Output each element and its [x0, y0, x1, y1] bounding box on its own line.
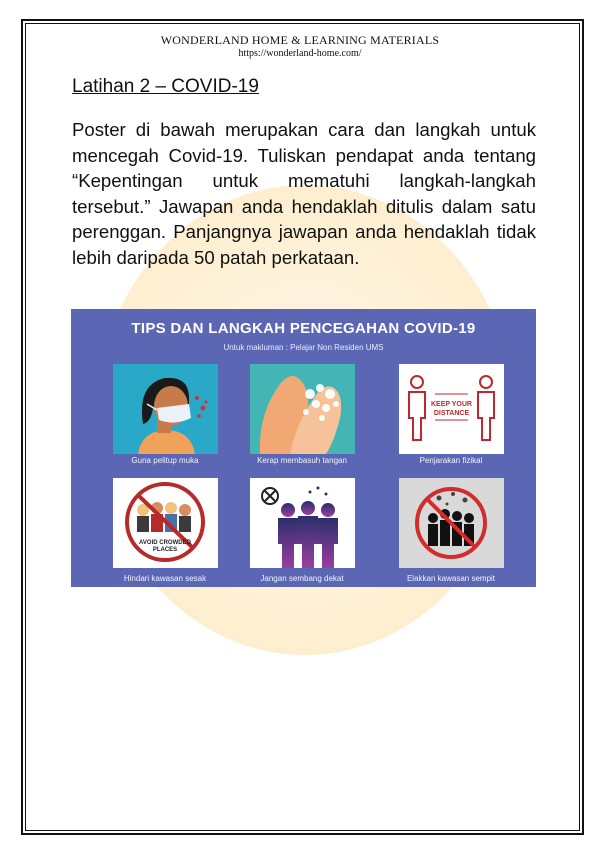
svg-text:PLACES: PLACES — [152, 547, 178, 553]
exercise-instructions: Poster di bawah merupakan cara dan langkah untuk mencegah Covid-19. Tuliskan pendapat anda tentang “Kepentingan untuk mematuhi langkah-langkah tersebut.” Jawapan anda hendaklah ditulis dalam satu perenggan. Panjangnya jawapan anda hendaklah tidak lebih daripada 50 patah perkataan. — [72, 119, 536, 268]
header-org: WONDERLAND HOME & LEARNING MATERIALS — [160, 33, 440, 47]
tip-caption-1: Guna pelitup muka — [131, 456, 199, 465]
svg-text:AVOID CROWDED: AVOID CROWDED — [139, 540, 191, 546]
poster-title: TIPS DAN LANGKAH PENCEGAHAN COVID-19 — [131, 320, 476, 337]
physical-distance-icon — [399, 364, 504, 454]
tip-caption-3: Penjarakan fizikal — [419, 456, 483, 465]
covid-poster — [71, 309, 536, 587]
svg-text:DISTANCE: DISTANCE — [433, 410, 470, 417]
no-confined-space-icon — [399, 478, 504, 568]
exercise-title: Latihan 2 – COVID-19 — [72, 76, 259, 97]
tip-caption-6: Elakkan kawasan sempit — [406, 574, 496, 583]
tip-caption-5: Jangan sembang dekat — [260, 574, 344, 583]
header-url[interactable]: https://wonderland-home.com/ — [238, 48, 362, 59]
tip-caption-4: Hindari kawasan sesak — [123, 574, 207, 583]
no-crowd-icon — [113, 478, 218, 568]
poster-subtitle: Untuk makluman : Pelajar Non Residen UMS — [223, 343, 384, 352]
no-close-talk-icon — [250, 478, 355, 568]
tip-caption-2: Kerap membasuh tangan — [257, 456, 347, 465]
hand-washing-icon — [250, 364, 355, 454]
svg-text:KEEP YOUR: KEEP YOUR — [431, 401, 472, 408]
face-mask-icon — [113, 364, 218, 454]
